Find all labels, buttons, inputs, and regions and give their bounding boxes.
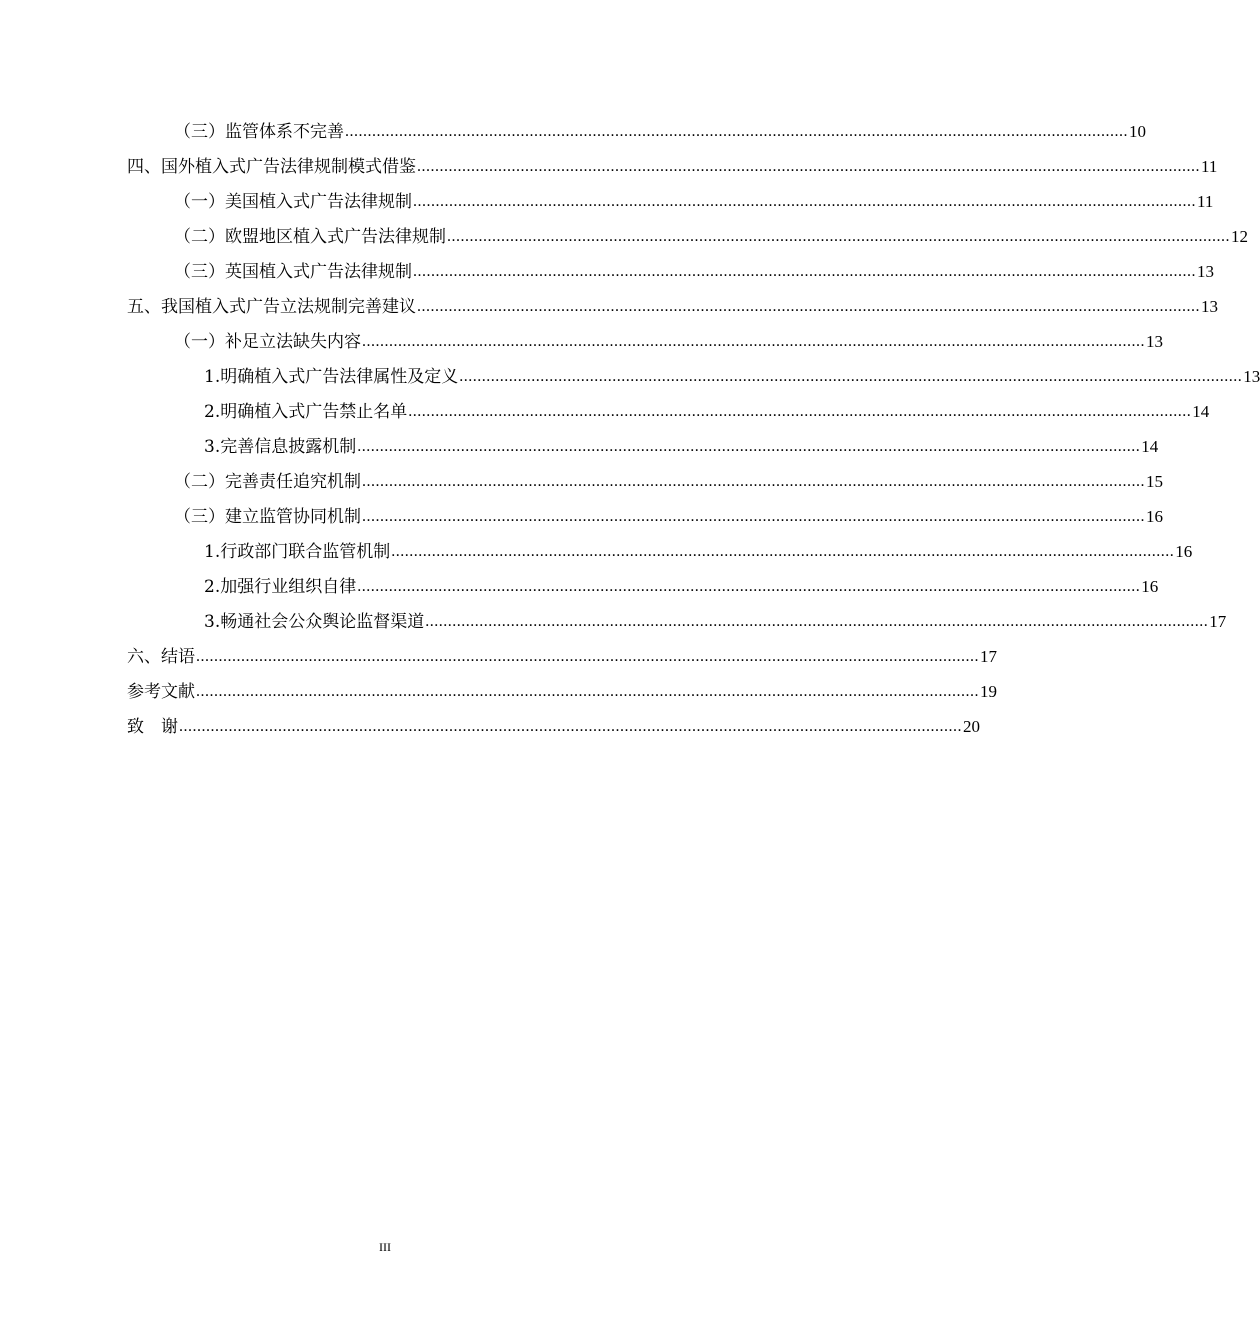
toc-entry[interactable]	[0, 598, 1227, 633]
toc-entry-title: 明确植入式广告禁止名单	[220, 402, 408, 422]
toc-entry-page: 19	[980, 682, 997, 701]
toc-entry-title: 监管体系不完善	[225, 122, 344, 142]
toc-entry-number: 四、	[127, 157, 161, 177]
toc-entry-title: 致 谢	[127, 717, 178, 737]
toc-entry[interactable]	[0, 458, 1163, 493]
toc-entry-title: 加强行业组织自律	[220, 577, 357, 597]
toc-entry-page: 17	[980, 647, 997, 666]
toc-entry[interactable]	[0, 143, 1218, 178]
toc-entry-page: 14	[1192, 402, 1210, 421]
dot-leader: ..............................................................................................................................................................................	[179, 718, 962, 735]
dot-leader: ..............................................................................................................................................................................	[345, 123, 1128, 140]
toc-entry-page: 11	[1197, 192, 1214, 211]
toc-entry-number: （三）	[174, 122, 225, 142]
toc-entry-page: 17	[1209, 612, 1227, 631]
toc-entry-title: 国外植入式广告法律规制模式借鉴	[161, 157, 416, 177]
toc-entry[interactable]	[0, 178, 1214, 213]
dot-leader: ..............................................................................................................................................................................	[459, 368, 1243, 385]
toc-entry-page: 13	[1197, 262, 1214, 281]
toc-entry-title: 建立监管协同机制	[225, 507, 361, 527]
dot-leader: ..............................................................................................................................................................................	[196, 648, 979, 665]
toc-entry-number: 六、	[127, 647, 161, 667]
toc-entry[interactable]	[0, 283, 1218, 318]
toc-entry-number: （三）	[174, 507, 225, 527]
toc-entry[interactable]	[0, 668, 997, 703]
toc-entry[interactable]	[0, 108, 1146, 143]
dot-leader: ..............................................................................................................................................................................	[417, 158, 1200, 175]
toc-entry-title: 畅通社会公众舆论监督渠道	[220, 612, 425, 632]
dot-leader: ..............................................................................................................................................................................	[362, 333, 1145, 350]
dot-leader: ..............................................................................................................................................................................	[391, 543, 1175, 560]
toc-entry[interactable]	[0, 318, 1163, 353]
toc-entry-title: 完善责任追究机制	[225, 472, 361, 492]
toc-entry-page: 15	[1146, 472, 1163, 491]
dot-leader: ..............................................................................................................................................................................	[425, 613, 1209, 630]
dot-leader: ..............................................................................................................................................................................	[357, 578, 1141, 595]
toc-entry-title: 结语	[161, 647, 195, 667]
dot-leader: ..............................................................................................................................................................................	[417, 298, 1200, 315]
dot-leader: ..............................................................................................................................................................................	[362, 508, 1145, 525]
dot-leader: ..............................................................................................................................................................................	[413, 263, 1196, 280]
toc-entry[interactable]	[0, 703, 980, 738]
toc-entry-page: 16	[1175, 542, 1193, 561]
toc-entry-page: 11	[1201, 157, 1218, 176]
toc-entry[interactable]	[0, 633, 997, 668]
toc-entry-number: 1.	[204, 542, 221, 562]
toc-entry[interactable]	[0, 248, 1214, 283]
toc-entry-number: （二）	[174, 472, 225, 492]
toc-entry-number: 3.	[204, 437, 221, 457]
toc-entry-title: 美国植入式广告法律规制	[225, 192, 412, 212]
toc-entry-number: （二）	[174, 227, 225, 247]
dot-leader: ..............................................................................................................................................................................	[447, 228, 1230, 245]
toc-entry-title: 英国植入式广告法律规制	[225, 262, 412, 282]
page-number-footer: III	[379, 1240, 391, 1254]
toc-entry-title: 我国植入式广告立法规制完善建议	[161, 297, 416, 317]
toc-entry-title: 完善信息披露机制	[220, 437, 357, 457]
toc-entry-page: 16	[1141, 577, 1159, 596]
toc-entry[interactable]	[0, 493, 1163, 528]
toc-entry-title: 行政部门联合监管机制	[220, 542, 391, 562]
toc-entry[interactable]	[0, 423, 1159, 458]
toc-entry[interactable]	[0, 528, 1193, 563]
toc-entry-page: 14	[1141, 437, 1159, 456]
toc-entry[interactable]	[0, 388, 1210, 423]
toc-entry-number: 1.	[204, 367, 221, 387]
toc-entry-number: 2.	[204, 402, 221, 422]
toc-entry-page: 13	[1146, 332, 1163, 351]
toc-entry[interactable]	[0, 213, 1248, 248]
dot-leader: ..............................................................................................................................................................................	[357, 438, 1141, 455]
toc-entry-title: 欧盟地区植入式广告法律规制	[225, 227, 446, 247]
toc-entry-page: 13	[1201, 297, 1218, 316]
toc-entry-number: （三）	[174, 262, 225, 282]
toc-entry-number: 3.	[204, 612, 221, 632]
toc-entry-title: 参考文献	[127, 682, 195, 702]
toc-entry[interactable]	[0, 353, 1260, 388]
dot-leader: ..............................................................................................................................................................................	[408, 403, 1192, 420]
toc-entry-number: （一）	[174, 332, 225, 352]
toc-entry[interactable]	[0, 563, 1159, 598]
toc-entry-number: 2.	[204, 577, 221, 597]
dot-leader: ..............................................................................................................................................................................	[413, 193, 1196, 210]
toc-entry-title: 补足立法缺失内容	[225, 332, 361, 352]
toc-entry-page: 12	[1231, 227, 1248, 246]
toc-entry-number: （一）	[174, 192, 225, 212]
toc-entry-page: 13	[1243, 367, 1260, 386]
dot-leader: ..............................................................................................................................................................................	[362, 473, 1145, 490]
toc-entry-number: 五、	[127, 297, 161, 317]
toc-entry-page: 10	[1129, 122, 1146, 141]
dot-leader: ..............................................................................................................................................................................	[196, 683, 979, 700]
toc-entry-title: 明确植入式广告法律属性及定义	[220, 367, 459, 387]
toc-entry-page: 16	[1146, 507, 1163, 526]
toc-entry-page: 20	[963, 717, 980, 736]
